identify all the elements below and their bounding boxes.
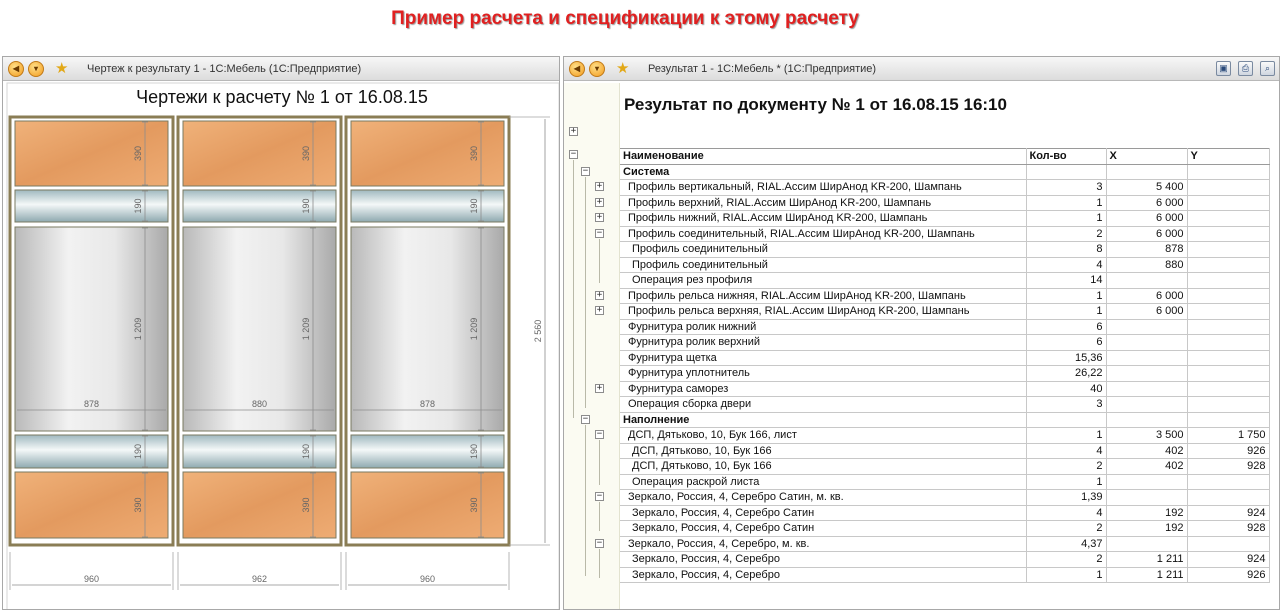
specification-table: [620, 148, 1270, 583]
cell-name: Операция сборка двери: [620, 397, 1026, 413]
cell-qty: 26,22: [1026, 366, 1106, 382]
cell-y: [1187, 319, 1269, 335]
cell-qty: [1026, 412, 1106, 428]
cell-y: [1187, 335, 1269, 351]
collapse-toggle-icon[interactable]: −: [596, 537, 603, 548]
panel-height-label: 190: [133, 443, 143, 460]
drawing-heading: Чертежи к расчету № 1 от 16.08.15: [136, 87, 428, 107]
panel-height-label: 190: [469, 198, 479, 214]
cell-y: 924: [1187, 552, 1269, 568]
cell-qty: 1: [1026, 195, 1106, 211]
cell-x: [1106, 536, 1187, 552]
result-window-title: Результат 1 - 1С:Мебель * (1С:Предприятие): [648, 63, 877, 75]
inner-width-label: 878: [419, 399, 436, 409]
cell-y: [1187, 195, 1269, 211]
cell-qty: 1: [1026, 211, 1106, 227]
panel-height-label: 390: [469, 145, 479, 162]
door-width-label: 960: [83, 574, 100, 584]
cell-x: 6 000: [1106, 211, 1187, 227]
print-icon[interactable]: ⎙: [1238, 61, 1253, 76]
table-row[interactable]: [620, 273, 1269, 289]
panel-height-label: 390: [301, 497, 311, 513]
cell-name: Зеркало, Россия, 4, Серебро Сатин: [620, 505, 1026, 521]
cell-x: [1106, 319, 1187, 335]
cell-qty: 4: [1026, 443, 1106, 459]
tree-gutter: [564, 83, 620, 609]
table-row[interactable]: [620, 226, 1269, 242]
cell-name: Фурнитура уплотнитель: [620, 366, 1026, 382]
table-row[interactable]: [620, 242, 1269, 258]
cell-qty: 2: [1026, 552, 1106, 568]
cell-x: 6 000: [1106, 288, 1187, 304]
collapse-toggle-icon[interactable]: −: [582, 165, 589, 176]
panel-height-label: 390: [133, 145, 143, 162]
cell-x: [1106, 474, 1187, 490]
panel-height-label: 1 209: [133, 317, 143, 341]
collapse-toggle-icon[interactable]: −: [596, 227, 603, 238]
table-row[interactable]: [620, 304, 1269, 320]
result-window-titlebar: [564, 57, 1279, 81]
report-heading: Результат по документу № 1 от 16.08.15 16:10: [624, 95, 1007, 114]
tree-line: [599, 549, 600, 578]
tree-line: [599, 440, 600, 485]
table-group-row[interactable]: [620, 412, 1269, 428]
table-header-row: [620, 149, 1269, 165]
drawing-window: [2, 56, 560, 610]
column-header-name: Наименование: [620, 149, 1026, 165]
table-row[interactable]: [620, 381, 1269, 397]
cell-qty: 15,36: [1026, 350, 1106, 366]
cell-qty: 1: [1026, 474, 1106, 490]
cell-y: [1187, 490, 1269, 506]
cell-name: Профиль вертикальный, RIAL.Ассим ШирАнод KR-200, Шампань: [620, 180, 1026, 196]
cell-qty: 4: [1026, 505, 1106, 521]
cell-y: [1187, 211, 1269, 227]
expand-toggle-icon[interactable]: +: [596, 382, 603, 393]
cell-y: 926: [1187, 443, 1269, 459]
cell-name: Зеркало, Россия, 4, Серебро, м. кв.: [620, 536, 1026, 552]
cell-name: Профиль соединительный: [620, 257, 1026, 273]
cell-name: Зеркало, Россия, 4, Серебро: [620, 567, 1026, 583]
tree-line: [599, 239, 600, 284]
cell-y: 928: [1187, 521, 1269, 537]
panel-height-label: 1 209: [469, 317, 479, 341]
cell-y: 924: [1187, 505, 1269, 521]
cell-x: 880: [1106, 257, 1187, 273]
collapse-toggle-icon[interactable]: −: [570, 149, 577, 159]
cell-qty: 1,39: [1026, 490, 1106, 506]
cell-qty: 4,37: [1026, 536, 1106, 552]
cell-qty: 6: [1026, 319, 1106, 335]
menu-icon[interactable]: ▾: [28, 61, 44, 77]
cell-qty: 1: [1026, 288, 1106, 304]
cell-y: [1187, 164, 1269, 180]
inner-width-label: 880: [251, 399, 268, 409]
collapse-toggle-icon[interactable]: −: [582, 413, 589, 424]
cell-name: Профиль соединительный: [620, 242, 1026, 258]
cell-name: Зеркало, Россия, 4, Серебро: [620, 552, 1026, 568]
cell-name: Профиль рельса верхняя, RIAL.Ассим ШирАнод KR-200, Шампань: [620, 304, 1026, 320]
table-group-row[interactable]: [620, 164, 1269, 180]
tree-line: [599, 502, 600, 531]
cell-name: Наполнение: [620, 412, 1026, 428]
cell-name: Профиль соединительный, RIAL.Ассим ШирАнод KR-200, Шампань: [620, 226, 1026, 242]
cell-qty: 2: [1026, 459, 1106, 475]
cell-qty: 3: [1026, 180, 1106, 196]
cell-x: 402: [1106, 443, 1187, 459]
inner-width-label: 878: [83, 399, 100, 409]
save-icon[interactable]: ▣: [1216, 61, 1231, 76]
column-header-y: Y: [1187, 149, 1269, 165]
table-row[interactable]: [620, 428, 1269, 444]
wardrobe-door-drawing: [3, 57, 560, 610]
cell-name: ДСП, Дятьково, 10, Бук 166: [620, 443, 1026, 459]
panel-height-label: 190: [133, 198, 143, 214]
expand-all-toggle-icon[interactable]: +: [570, 126, 577, 136]
cell-x: 192: [1106, 505, 1187, 521]
total-height-label: 2 560: [533, 319, 543, 343]
table-row[interactable]: [620, 397, 1269, 413]
cell-y: [1187, 257, 1269, 273]
back-icon[interactable]: ◀: [569, 61, 585, 77]
cell-y: [1187, 350, 1269, 366]
cell-x: [1106, 273, 1187, 289]
table-row[interactable]: [620, 319, 1269, 335]
banner-caption: Пример расчета и спецификации к этому расчету: [391, 8, 859, 29]
table-row[interactable]: [620, 443, 1269, 459]
cell-name: Зеркало, Россия, 4, Серебро Сатин: [620, 521, 1026, 537]
star-icon[interactable]: ★: [55, 60, 69, 77]
cell-qty: 6: [1026, 335, 1106, 351]
cell-name: Профиль нижний, RIAL.Ассим ШирАнод KR-200, Шампань: [620, 211, 1026, 227]
cell-y: [1187, 366, 1269, 382]
cell-qty: 1: [1026, 304, 1106, 320]
cell-x: [1106, 412, 1187, 428]
cell-x: 6 000: [1106, 304, 1187, 320]
cell-name: Система: [620, 164, 1026, 180]
table-row[interactable]: [620, 552, 1269, 568]
cell-qty: 2: [1026, 521, 1106, 537]
door-width-label: 962: [251, 574, 268, 584]
cell-name: Фурнитура саморез: [620, 381, 1026, 397]
cell-y: [1187, 304, 1269, 320]
cell-y: [1187, 226, 1269, 242]
table-row[interactable]: [620, 257, 1269, 273]
cell-y: [1187, 397, 1269, 413]
cell-name: Профиль верхний, RIAL.Ассим ШирАнод KR-200, Шампань: [620, 195, 1026, 211]
star-icon[interactable]: ★: [616, 60, 630, 77]
table-row[interactable]: [620, 180, 1269, 196]
table-row[interactable]: [620, 490, 1269, 506]
panel-height-label: 390: [133, 497, 143, 513]
cell-y: [1187, 412, 1269, 428]
table-row[interactable]: [620, 521, 1269, 537]
cell-x: 402: [1106, 459, 1187, 475]
cell-y: [1187, 474, 1269, 490]
cell-qty: 1: [1026, 428, 1106, 444]
cell-name: Профиль рельса нижняя, RIAL.Ассим ШирАнод KR-200, Шампань: [620, 288, 1026, 304]
cell-qty: 2: [1026, 226, 1106, 242]
cell-name: Операция раскрой листа: [620, 474, 1026, 490]
cell-x: [1106, 350, 1187, 366]
panel-height-label: 390: [301, 145, 311, 162]
cell-x: 6 000: [1106, 195, 1187, 211]
cell-x: 3 500: [1106, 428, 1187, 444]
table-row[interactable]: [620, 536, 1269, 552]
expand-toggle-icon[interactable]: +: [596, 305, 603, 315]
table-row[interactable]: [620, 288, 1269, 304]
door-width-label: 960: [419, 574, 436, 584]
cell-x: 192: [1106, 521, 1187, 537]
cell-name: Фурнитура ролик верхний: [620, 335, 1026, 351]
cell-name: Зеркало, Россия, 4, Серебро Сатин, м. кв.: [620, 490, 1026, 506]
collapse-toggle-icon[interactable]: −: [596, 429, 603, 439]
tree-line: [585, 425, 586, 577]
cell-y: [1187, 273, 1269, 289]
expand-toggle-icon[interactable]: +: [596, 196, 603, 207]
cell-x: [1106, 397, 1187, 413]
cell-x: 1 211: [1106, 552, 1187, 568]
cell-x: 6 000: [1106, 226, 1187, 242]
collapse-toggle-icon[interactable]: −: [596, 491, 603, 501]
cell-x: [1106, 381, 1187, 397]
cell-name: Операция рез профиля: [620, 273, 1026, 289]
cell-name: Фурнитура щетка: [620, 350, 1026, 366]
cell-y: 926: [1187, 567, 1269, 583]
cell-x: [1106, 366, 1187, 382]
cell-x: [1106, 164, 1187, 180]
cell-x: 878: [1106, 242, 1187, 258]
cell-y: 1 750: [1187, 428, 1269, 444]
cell-y: 928: [1187, 459, 1269, 475]
cell-qty: 40: [1026, 381, 1106, 397]
table-row[interactable]: [620, 211, 1269, 227]
tree-line: [585, 177, 586, 408]
cell-x: [1106, 335, 1187, 351]
preview-icon[interactable]: ⌕: [1260, 61, 1275, 76]
cell-qty: 14: [1026, 273, 1106, 289]
cell-qty: 3: [1026, 397, 1106, 413]
menu-icon[interactable]: ▾: [589, 61, 605, 77]
table-row[interactable]: [620, 195, 1269, 211]
drawing-window-title: Чертеж к результату 1 - 1С:Мебель (1С:Предприятие): [87, 63, 362, 75]
table-row[interactable]: [620, 335, 1269, 351]
cell-y: [1187, 536, 1269, 552]
expand-toggle-icon[interactable]: +: [596, 289, 603, 300]
table-row[interactable]: [620, 350, 1269, 366]
cell-y: [1187, 242, 1269, 258]
panel-height-label: 1 209: [301, 317, 311, 341]
cell-name: ДСП, Дятьково, 10, Бук 166, лист: [620, 428, 1026, 444]
cell-y: [1187, 180, 1269, 196]
panel-height-label: 190: [301, 198, 311, 214]
panel-height-label: 390: [469, 497, 479, 513]
tree-line: [573, 160, 574, 418]
cell-name: Фурнитура ролик нижний: [620, 319, 1026, 335]
cell-qty: [1026, 164, 1106, 180]
cell-qty: 1: [1026, 567, 1106, 583]
column-header-x: X: [1106, 149, 1187, 165]
result-window: [563, 56, 1280, 610]
expand-toggle-icon[interactable]: +: [596, 181, 603, 191]
column-header-qty: Кол-во: [1026, 149, 1106, 165]
cell-x: 5 400: [1106, 180, 1187, 196]
cell-x: 1 211: [1106, 567, 1187, 583]
table-row[interactable]: [620, 366, 1269, 382]
table-row[interactable]: [620, 474, 1269, 490]
table-row[interactable]: [620, 567, 1269, 583]
table-row[interactable]: [620, 459, 1269, 475]
back-icon[interactable]: ◀: [8, 61, 24, 77]
expand-toggle-icon[interactable]: +: [596, 212, 603, 222]
cell-name: ДСП, Дятьково, 10, Бук 166: [620, 459, 1026, 475]
cell-qty: 8: [1026, 242, 1106, 258]
panel-height-label: 190: [469, 443, 479, 460]
panel-height-label: 190: [301, 443, 311, 460]
cell-x: [1106, 490, 1187, 506]
cell-y: [1187, 288, 1269, 304]
table-row[interactable]: [620, 505, 1269, 521]
cell-qty: 4: [1026, 257, 1106, 273]
cell-y: [1187, 381, 1269, 397]
